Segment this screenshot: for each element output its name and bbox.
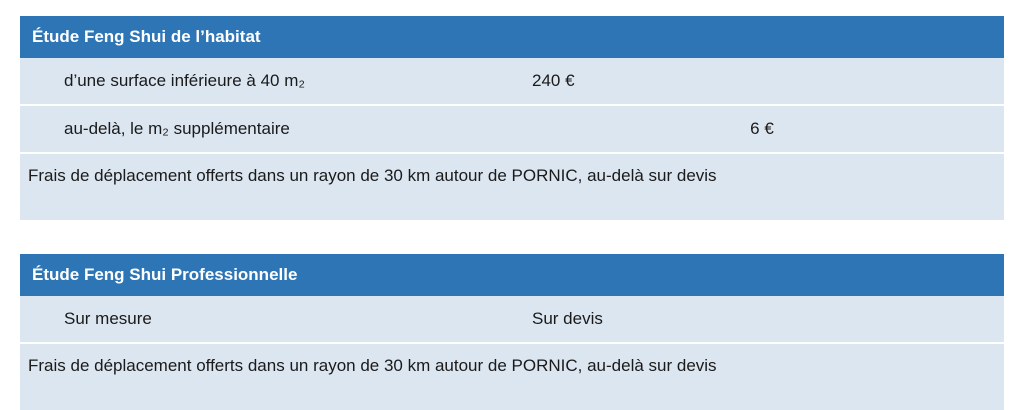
row-value: 240 € — [520, 58, 1004, 105]
table-note-row — [20, 153, 1004, 198]
row-label: Sur mesure — [20, 296, 520, 343]
table-header-row — [20, 16, 1004, 58]
table-bottom-band — [20, 388, 1004, 410]
tables-divider — [20, 220, 1004, 254]
row-label: d’une surface inférieure à 40 m₂ — [20, 58, 520, 105]
table-row — [20, 58, 1004, 105]
table-header-row — [20, 254, 1004, 296]
pricing-table-habitat — [20, 16, 1004, 220]
table-note: Frais de déplacement offerts dans un rayon de 30 km autour de PORNIC, au-delà sur devis — [20, 153, 1004, 198]
table-row — [20, 296, 1004, 343]
table-bottom-band — [20, 198, 1004, 220]
table-note: Frais de déplacement offerts dans un rayon de 30 km autour de PORNIC, au-delà sur devis — [20, 343, 1004, 388]
table-header-value — [520, 254, 1004, 296]
row-label: au-delà, le m₂ supplémentaire — [20, 105, 520, 153]
table-header-title: Étude Feng Shui de l’habitat — [20, 16, 520, 58]
table-note-row — [20, 343, 1004, 388]
table-bottom-band-cell — [20, 198, 1004, 220]
row-value: Sur devis — [520, 296, 1004, 343]
table-header-title: Étude Feng Shui Professionnelle — [20, 254, 520, 296]
table-row — [20, 105, 1004, 153]
pricing-table-professionnelle — [20, 254, 1004, 410]
table-bottom-band-cell — [20, 388, 1004, 410]
row-value: 6 € — [520, 105, 1004, 153]
table-header-value — [520, 16, 1004, 58]
